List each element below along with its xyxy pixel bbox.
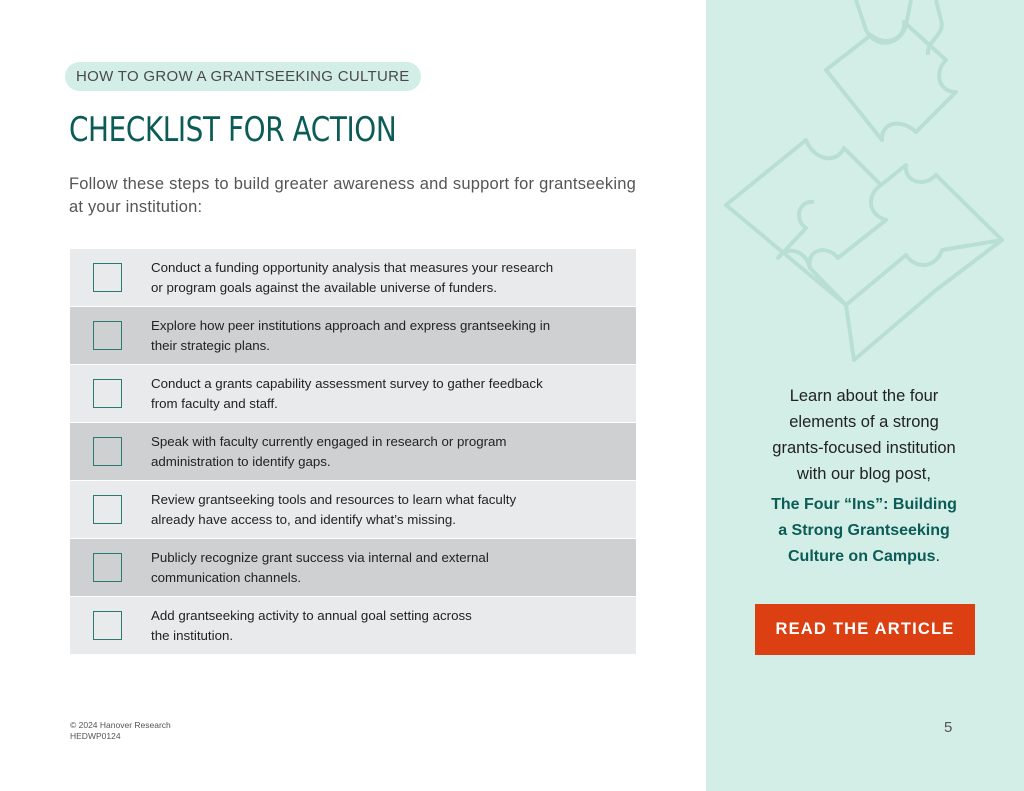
checklist xyxy=(70,249,636,654)
promo-block xyxy=(748,383,980,570)
section-eyebrow: HOW TO GROW A GRANTSEEKING CULTURE xyxy=(65,62,421,91)
checklist-item-text: Publicly recognize grant success via internal and external communication channels. xyxy=(151,549,489,585)
checklist-item xyxy=(70,423,636,481)
sidebar-panel xyxy=(706,0,1024,791)
checkbox[interactable] xyxy=(93,321,122,350)
puzzle-pieces-icon xyxy=(706,0,1024,400)
checklist-item-text: Review grantseeking tools and resources to learn what faculty already have access to, and identify what’s missing. xyxy=(151,491,517,527)
checkbox[interactable] xyxy=(93,379,122,408)
checkbox[interactable] xyxy=(93,495,122,524)
checklist-item-text: Conduct a grants capability assessment survey to gather feedback from faculty and staff. xyxy=(151,375,543,411)
checklist-item-text: Speak with faculty currently engaged in research or program administration to identify gaps. xyxy=(151,433,507,469)
page-title: CHECKLIST FOR ACTION xyxy=(69,110,397,150)
checklist-item xyxy=(70,481,636,539)
checkbox[interactable] xyxy=(93,263,122,292)
checklist-item xyxy=(70,365,636,423)
checklist-item-text: Add grantseeking activity to annual goal setting across the institution. xyxy=(151,607,472,643)
page-number: 5 xyxy=(944,719,953,736)
checklist-item-text: Explore how peer institutions approach and express grantseeking in their strategic plans. xyxy=(151,317,551,353)
read-article-button[interactable]: READ THE ARTICLE xyxy=(755,604,975,655)
blog-post-link[interactable]: The Four “Ins”: Building a Strong Grantseeking Culture on Campus. xyxy=(771,496,957,565)
checkbox[interactable] xyxy=(93,437,122,466)
checklist-item-text: Conduct a funding opportunity analysis that measures your research or program goals against the available universe of funders. xyxy=(151,259,554,295)
checkbox[interactable] xyxy=(93,553,122,582)
checklist-item xyxy=(70,597,636,654)
promo-text: Learn about the four elements of a strong grants-focused institution with our blog post, xyxy=(772,387,956,483)
checklist-item xyxy=(70,307,636,365)
checkbox[interactable] xyxy=(93,611,122,640)
checklist-item xyxy=(70,539,636,597)
checklist-item xyxy=(70,249,636,307)
footer-copyright: © 2024 Hanover Research HEDWP0124 xyxy=(70,720,171,741)
intro-text: Follow these steps to build greater awareness and support for grantseeking at your institution: xyxy=(69,175,636,216)
